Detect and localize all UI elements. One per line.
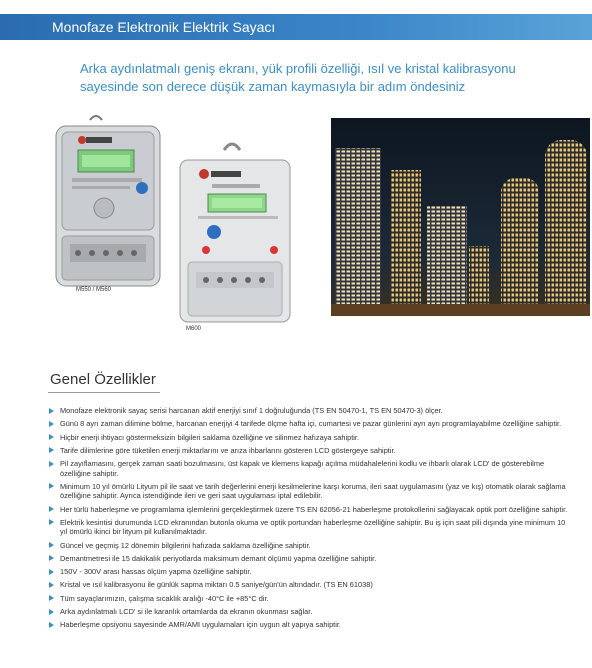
features-list [48, 406, 568, 634]
triangle-bullet-icon [49, 506, 54, 512]
triangle-bullet-icon [49, 582, 54, 588]
triangle-bullet-icon [49, 519, 54, 525]
list-item: Haberleşme opsiyonu sayesinde AMR/AMI uygulamaları için uygun alt yapıya sahiptir. [48, 620, 568, 629]
city-night-photo [331, 118, 590, 316]
triangle-bullet-icon [49, 421, 54, 427]
meters-photo [48, 112, 323, 337]
meter-b-illustration [180, 144, 290, 322]
list-item: Arka aydınlatmalı LCD' si ile karanlık ortamlarda da ekranın okunması sağlar. [48, 607, 568, 616]
list-item: Pil zayıflamasını, gerçek zaman saati bozulmasını, üst kapak ve klemens kapağı açılma müdahalelerini kodlu ve ihbarlı olarak LCD' de gösterebilme özelliğine sahiptir. [48, 459, 568, 478]
triangle-bullet-icon [49, 408, 54, 414]
list-item: Güncel ve geçmiş 12 dönemin bilgilerini hafızada saklama özelliğine sahiptir. [48, 541, 568, 550]
list-item: Demantmetresi ile 15 dakikalık periyotlarda maksimum demant ölçümü yapma özelliğine sahiptir. [48, 554, 568, 563]
triangle-bullet-icon [49, 434, 54, 440]
list-item: Hiçbir enerji ihtiyacı göstermeksizin bilgileri saklama özelliğine ve silinmez hafızaya sahiptir. [48, 433, 568, 442]
triangle-bullet-icon [49, 569, 54, 575]
list-item: Her türlü haberleşme ve programlama işlemlerini gerçekleştirmek üzere TS EN 62056-21 haberleşme protokollerini sağlayacak optik port özelliğine sahiptir. [48, 505, 568, 514]
meter-a-illustration [56, 116, 160, 286]
page-header [0, 14, 592, 40]
section-divider [48, 392, 160, 393]
list-item: Elektrik kesintisi durumunda LCD ekranından butonla okuma ve optik portundan haberleşme özelliğine sahiptir. Bu iş için saat pili dışında yine minimum 10 yıl ömürlü ikinci bir lityum pil kullanılmaktadır. [48, 518, 568, 537]
triangle-bullet-icon [49, 461, 54, 467]
triangle-bullet-icon [49, 609, 54, 615]
subtitle [80, 60, 580, 96]
triangle-bullet-icon [49, 447, 54, 453]
triangle-bullet-icon [49, 483, 54, 489]
list-item: Kristal ve ısıl kalibrasyonu ile günlük sapma miktarı 0.5 saniye/gün'ün altındadır. (TS EN 61038) [48, 580, 568, 589]
page-title: Monofaze Elektronik Elektrik Sayacı [52, 19, 276, 35]
list-item: Tüm sayaçlarımızın, çalışma sıcaklık aralığı -40°C ile +85°C dir. [48, 594, 568, 603]
meter-b-caption: M600 [186, 326, 202, 332]
subtitle-line-1: Arka aydınlatmalı geniş ekranı, yük profili özelliği, ısıl ve kristal kalibrasyonu [80, 61, 516, 76]
list-item: Minimum 10 yıl ömürlü Lityum pil ile saat ve tarih değerlerini enerji kesilmelerine karşı koruma, ileri saat uygulamasını (yaz ve kış) otomatik olarak sağlama özelliğine sahiptir. Ayrıca istendiğinde ileri ve geri saat uygulaması iptal edilebilir. [48, 482, 568, 501]
triangle-bullet-icon [49, 622, 54, 628]
list-item: Tarife dilimlerine göre tüketilen enerji miktarlarını ve arıza ihbarlarını gösteren LCD göstergeye sahiptir. [48, 446, 568, 455]
list-item: 150V - 300V arası hassas ölçüm yapma özelliğine sahiptir. [48, 567, 568, 576]
triangle-bullet-icon [49, 542, 54, 548]
meter-a-caption: M550 / M560 [76, 287, 112, 293]
triangle-bullet-icon [49, 595, 54, 601]
list-item: Monofaze elektronik sayaç serisi harcanan aktif enerjiyi sınıf 1 doğruluğunda (TS EN 50470-1, TS EN 50470-3) ölçer. [48, 406, 568, 415]
section-title: Genel Özellikler [50, 371, 156, 388]
triangle-bullet-icon [49, 555, 54, 561]
subtitle-line-2: sayesinde son derece düşük zaman kaymasıyla bir adım öndesiniz [80, 79, 466, 94]
list-item: Günü 8 ayrı zaman dilimine bölme, harcanan enerjiyi 4 tarifede ölçme hafta içi, cumartesi ve pazar günlerini ayrı ayrı programlayabilme özelliğine sahiptir. [48, 419, 568, 428]
